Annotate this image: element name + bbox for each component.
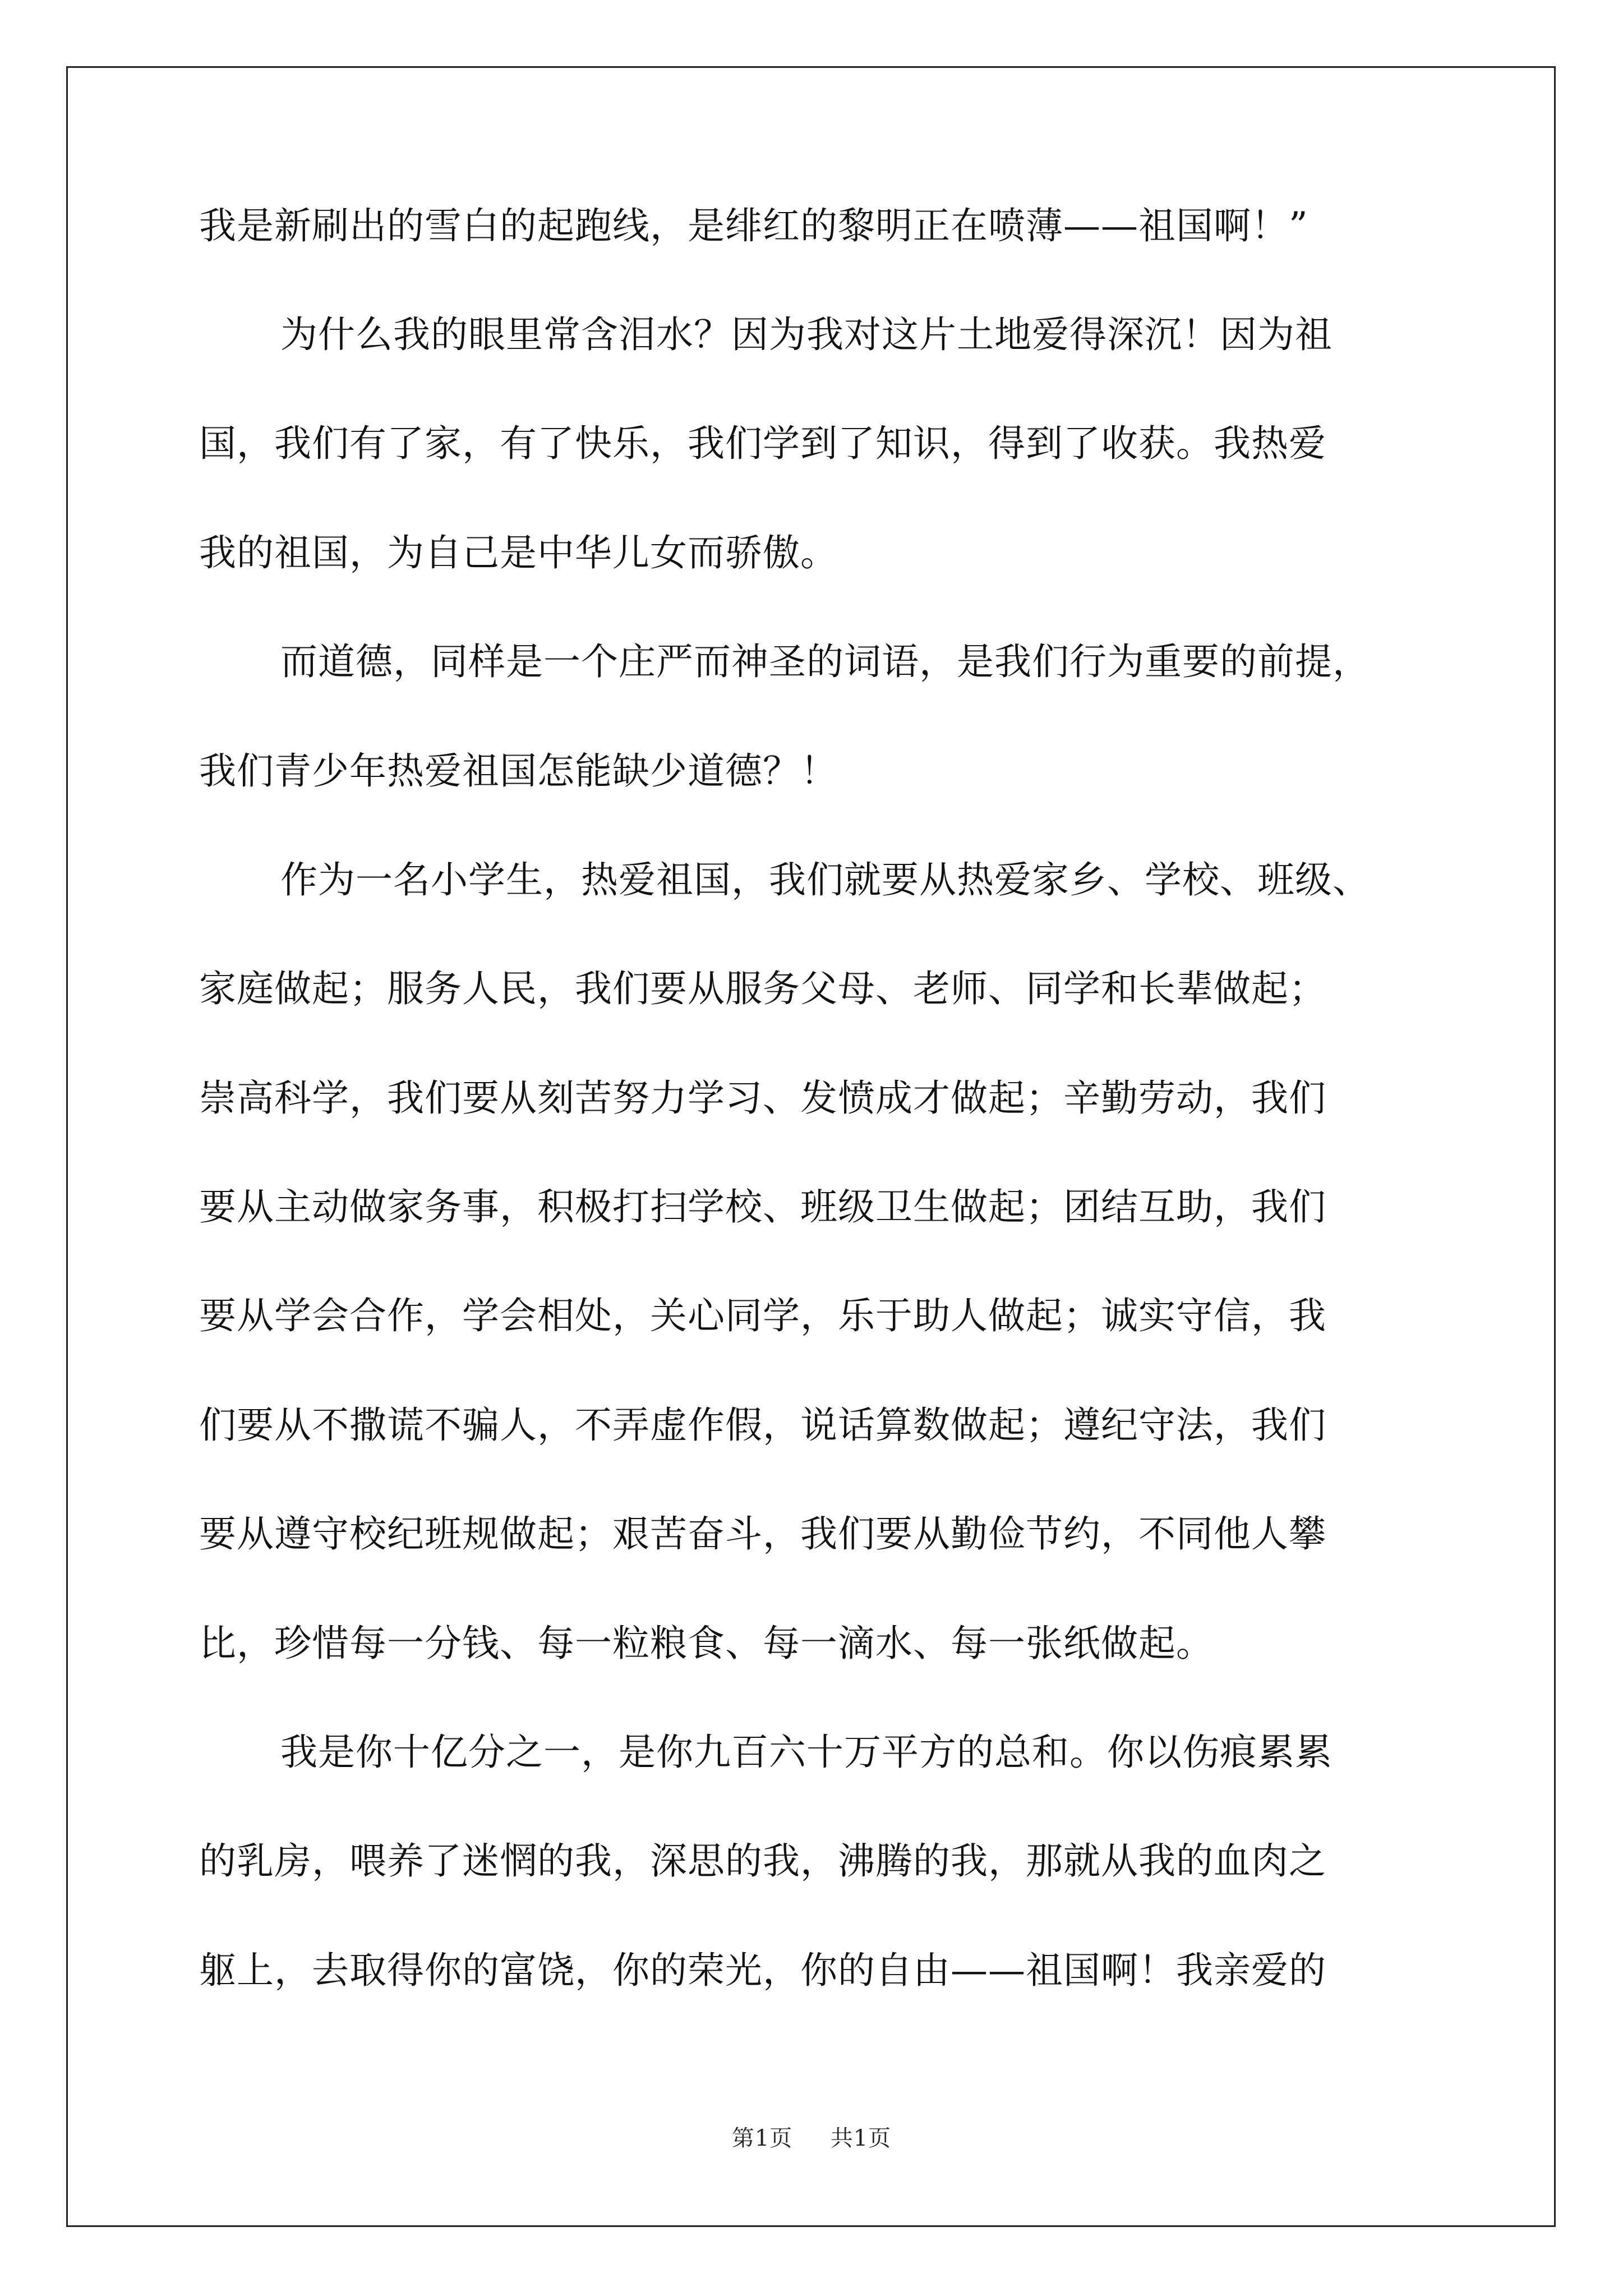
page-number: 第1页 — [731, 2125, 793, 2151]
text-line: 我的祖国，为自己是中华儿女而骄傲。 — [199, 531, 838, 574]
text-line: 国，我们有了家，有了快乐，我们学到了知识，得到了收获。我热爱 — [199, 422, 1326, 465]
page-total: 共1页 — [830, 2125, 892, 2151]
text-line: 我是新刷出的雪白的起跑线，是绯红的黎明正在喷薄——祖国啊！” — [199, 204, 1308, 247]
text-line: 而道德，同样是一个庄严而神圣的词语，是我们行为重要的前提， — [280, 640, 1370, 683]
text-line: 作为一名小学生，热爱祖国，我们就要从热爱家乡、学校、班级、 — [280, 858, 1370, 901]
text-line: 比，珍惜每一分钱、每一粒粮食、每一滴水、每一张纸做起。 — [199, 1622, 1214, 1665]
text-line: 我们青少年热爱祖国怎能缺少道德？！ — [199, 749, 838, 793]
text-line: 们要从不撒谎不骗人，不弄虚作假，说话算数做起；遵纪守法，我们 — [199, 1404, 1326, 1447]
page-footer — [0, 2127, 1623, 2150]
text-line: 要从遵守校纪班规做起；艰苦奋斗，我们要从勤俭节约，不同他人攀 — [199, 1512, 1326, 1556]
text-line: 躯上，去取得你的富饶，你的荣光，你的自由——祖国啊！我亲爱的 — [199, 1949, 1326, 1992]
text-line: 要从主动做家务事，积极打扫学校、班级卫生做起；团结互助，我们 — [199, 1185, 1326, 1228]
text-line: 为什么我的眼里常含泪水？因为我对这片土地爱得深沉！因为祖 — [280, 313, 1332, 356]
text-line: 我是你十亿分之一，是你九百六十万平方的总和。你以伤痕累累 — [280, 1731, 1332, 1774]
text-line: 家庭做起；服务人民，我们要从服务父母、老师、同学和长辈做起； — [199, 967, 1326, 1010]
text-line: 的乳房，喂养了迷惘的我，深思的我，沸腾的我，那就从我的血肉之 — [199, 1839, 1326, 1883]
text-line: 崇高科学，我们要从刻苦努力学习、发愤成才做起；辛勤劳动，我们 — [199, 1076, 1326, 1120]
page-border — [66, 66, 1556, 2227]
text-line: 要从学会合作，学会相处，关心同学，乐于助人做起；诚实守信，我 — [199, 1294, 1326, 1337]
